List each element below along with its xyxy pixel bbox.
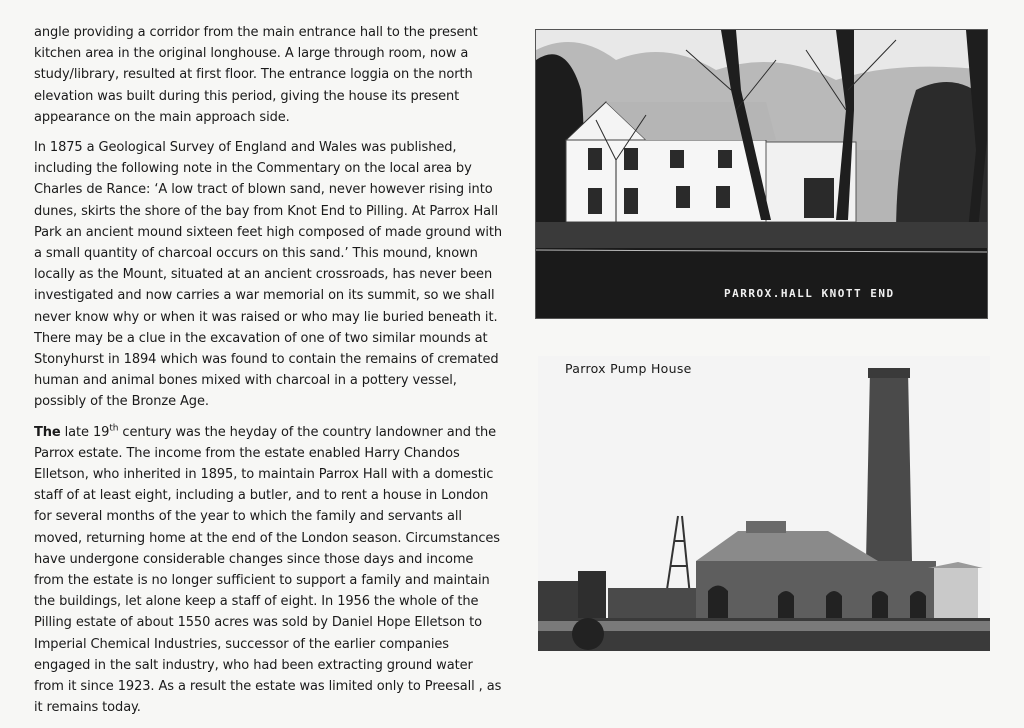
paragraph-3-a: late 19 (60, 424, 110, 440)
body-text (34, 22, 504, 728)
paragraph-3-b: century was the heyday of the country landowner and the Parrox estate. The income from the estate enabled Harry Chandos Elletson, who inherited in 1895, to maintain Parrox Hall with a domestic staff of at least eight, including a butler, and to rent a house in London for several months of the year to which the family and servants all moved, returning home at the end of the London season. Circumstances have undergone considerable changes since those days and income from the estate is no longer sufficient to support a family and maintain the buildings, let alone keep a staff of eight. In 1956 the whole of the Pilling estate of about 1550 acres was sold by Daniel Hope Elletson to Imperial Chemical Industries, successor of the earlier companies engaged in the salt industry, who had been extracting ground water from it since 1923. As a result the estate was limited only to Preesall , as it remains today. (34, 424, 502, 716)
paragraph-3-lead: The (34, 424, 61, 440)
ordinal-suffix: th (109, 423, 119, 434)
paragraph-3 (34, 422, 504, 719)
hall-photo-caption: PARROX.HALL KNOTT END (724, 287, 895, 300)
pump-house-caption: Parrox Pump House (565, 361, 692, 376)
pump-house-illustration (538, 356, 990, 651)
paragraph-2: In 1875 a Geological Survey of England and Wales was published, including the following note in the Commentary on the local area by Charles de Rance: ‘A low tract of blown sand, never however rising into dunes, skirts the shore of the bay from Knot End to Pilling. At Parrox Hall Park an ancient mound sixteen feet high composed of made ground with a small quantity of charcoal occurs on this sand.’ This mound, known locally as the Mount, situated at an ancient crossroads, has never been investigated and now carries a war memorial on its summit, so we shall never know why or when it was raised or who may lie buried beneath it. There may be a clue in the excavation of one of two similar mounds at Stonyhurst in 1894 which was found to contain the remains of cremated human and animal bones mixed with charcoal in a pottery vessel, possibly of the Bronze Age. (34, 140, 503, 410)
parrox-hall-illustration (536, 30, 987, 318)
pump-house-photo (538, 356, 990, 651)
paragraph-1: angle providing a corridor from the main entrance hall to the present kitchen area in the original longhouse. A large through room, now a study/library, resulted at first floor. The entrance loggia on the north elevation was built during this period, giving the house its present appearance on the main approach side. (34, 25, 478, 125)
parrox-hall-photo (535, 29, 988, 319)
